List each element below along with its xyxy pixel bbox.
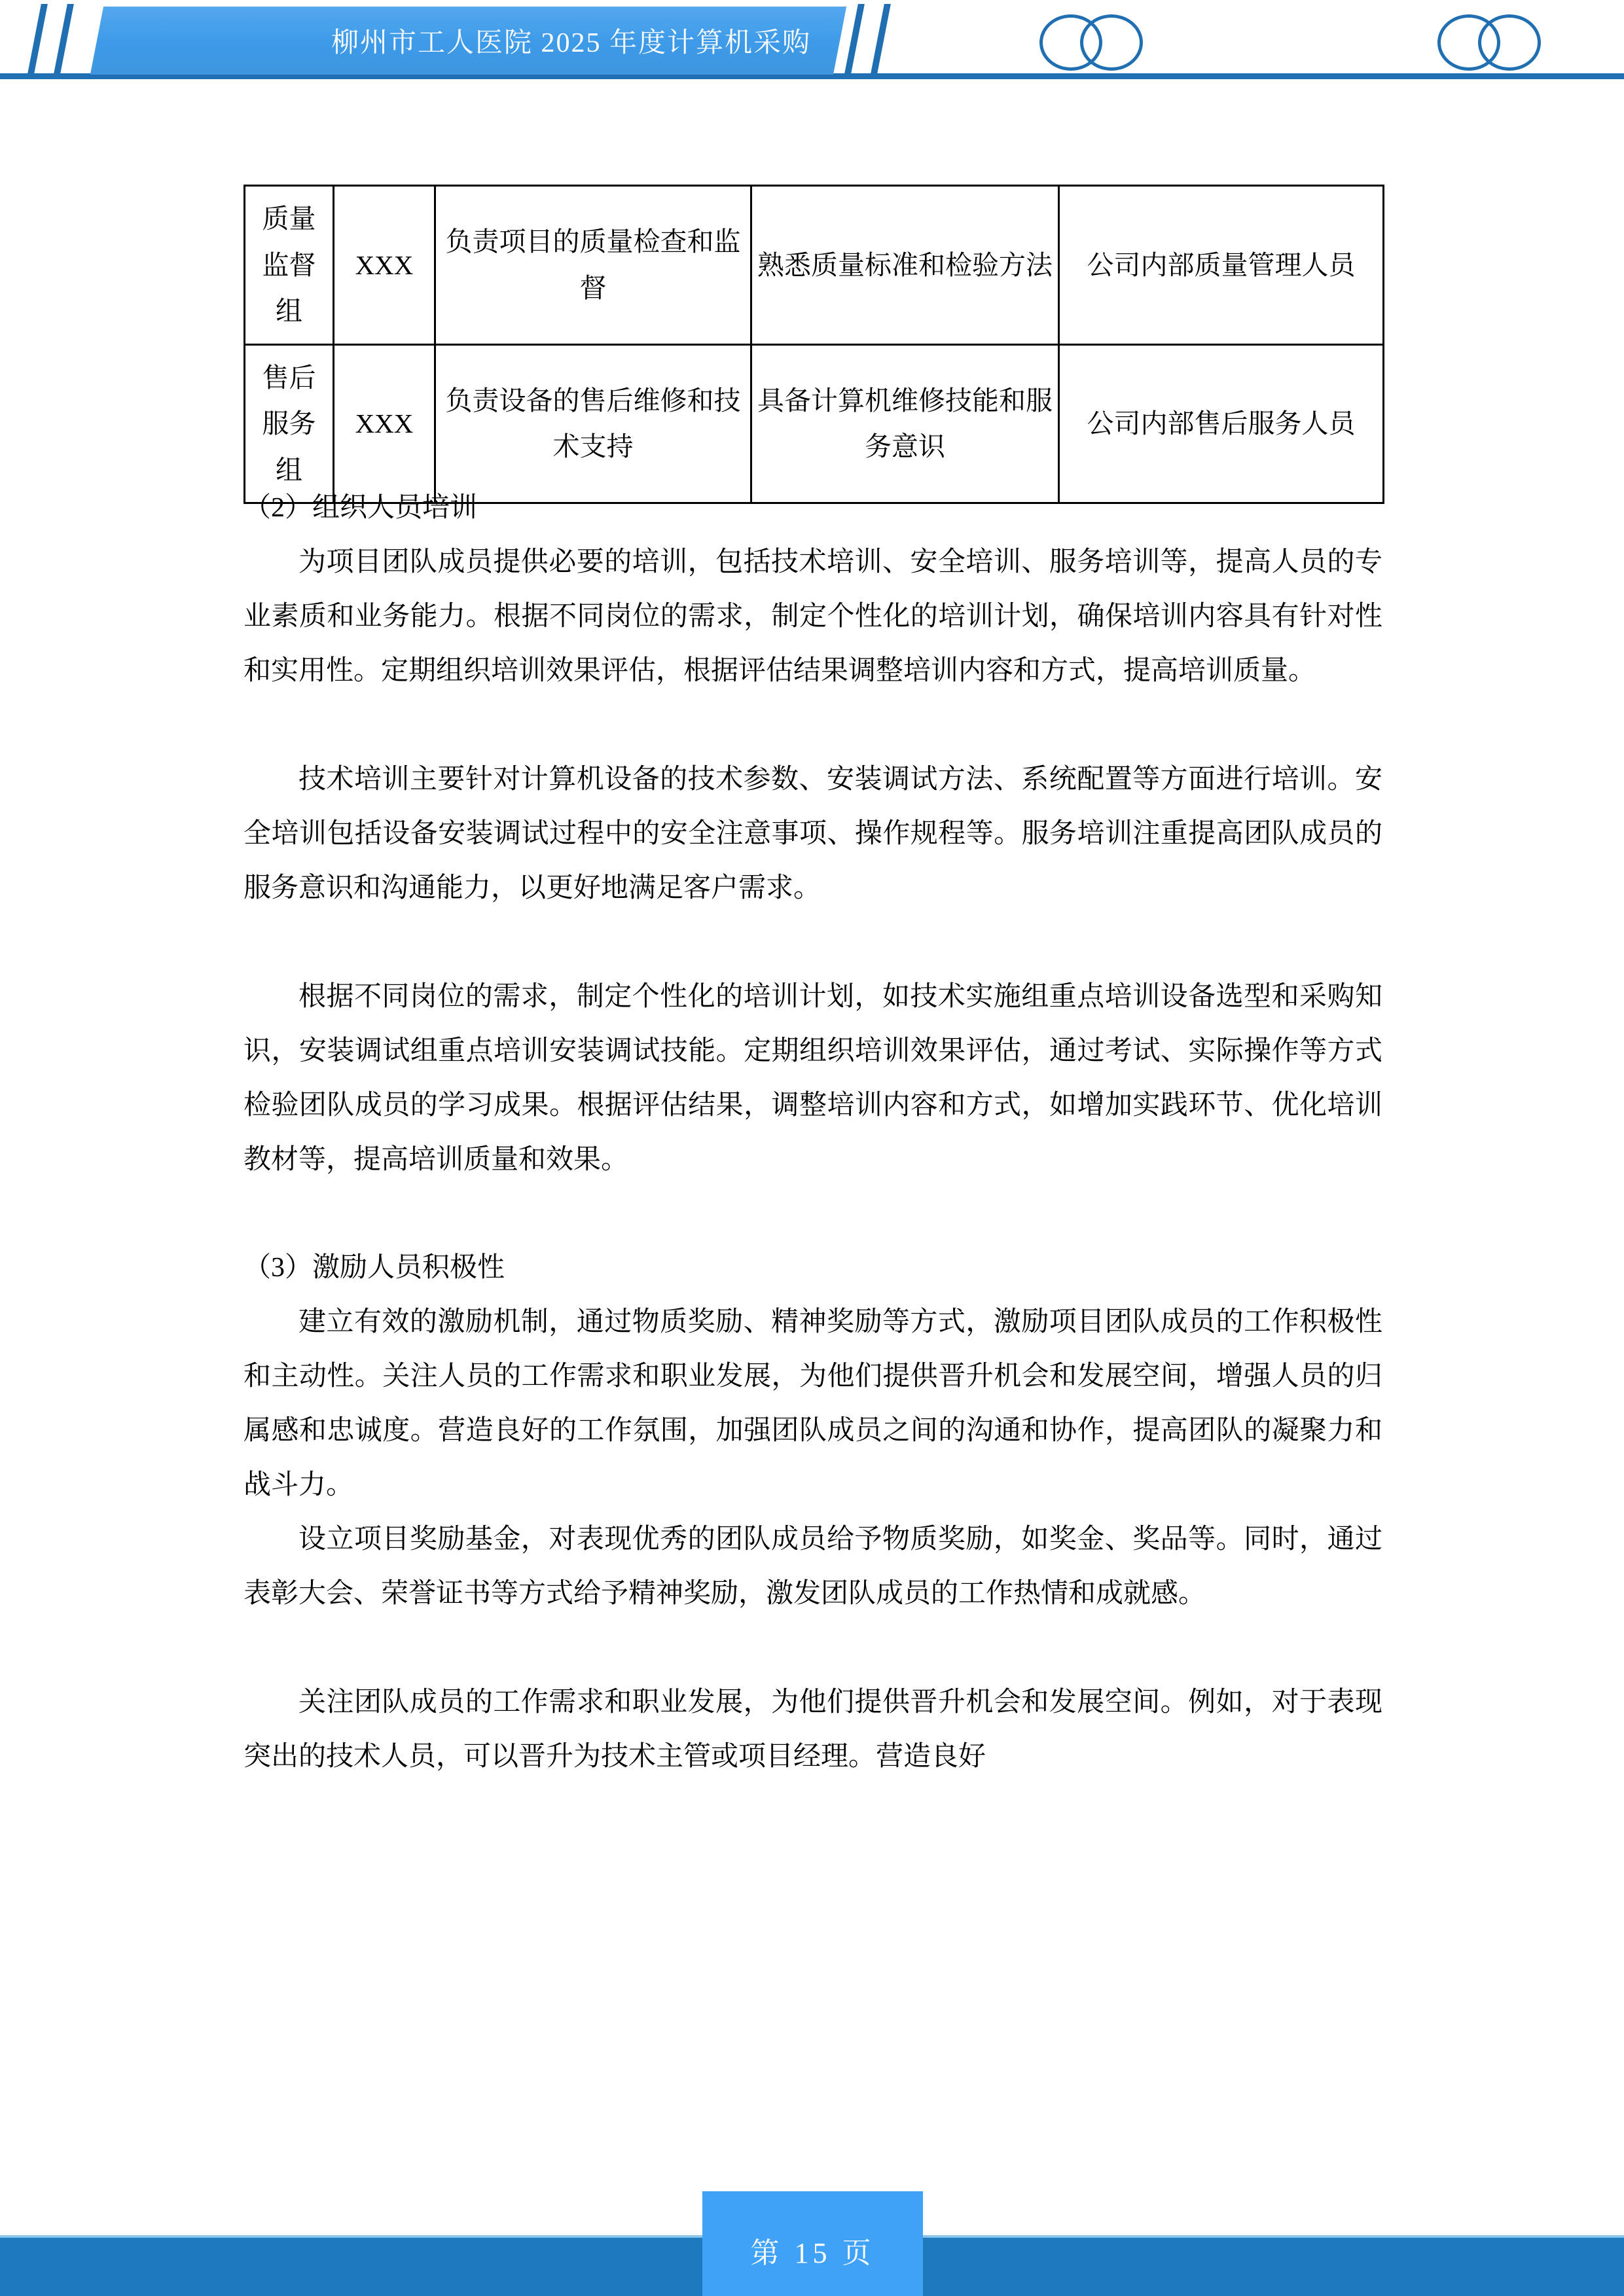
cell-source: 公司内部售后服务人员 bbox=[1059, 344, 1384, 503]
circle-icon bbox=[1478, 14, 1541, 71]
cell-duty: 负责设备的售后维修和技术支持 bbox=[435, 344, 751, 503]
table-row bbox=[245, 344, 1384, 503]
cell-group: 售后服务组 bbox=[245, 344, 334, 503]
page-number-label: 第 15 页 bbox=[750, 2237, 875, 2269]
double-circle-ornament-icon bbox=[1039, 14, 1161, 71]
circle-icon bbox=[1080, 14, 1143, 71]
section-2-paragraph-1: 为项目团队成员提供必要的培训，包括技术培训、安全培训、服务培训等，提高人员的专业素质和业务能力。根据不同岗位的需求，制定个性化的培训计划，确保培训内容具有针对性和实用性。定期组织培训效果评估，根据评估结果调整培训内容和方式，提高培训质量。 bbox=[244, 547, 1382, 687]
cell-requirement: 熟悉质量标准和检验方法 bbox=[751, 186, 1059, 345]
section-2-paragraph-2: 技术培训主要针对计算机设备的技术参数、安装调试方法、系统配置等方面进行培训。安全培训包括设备安装调试过程中的安全注意事项、操作规程等。服务培训注重提高团队成员的服务意识和沟通能力，以更好地满足客户需求。 bbox=[244, 764, 1382, 904]
header-slash-decoration bbox=[870, 4, 891, 77]
double-circle-ornament-icon bbox=[1437, 14, 1559, 71]
header-slash-decoration bbox=[844, 4, 865, 77]
header-slash-decoration bbox=[27, 4, 48, 77]
section-2-paragraph-3: 根据不同岗位的需求，制定个性化的培训计划，如技术实施组重点培训设备选型和采购知识，安装调试组重点培训安装调试技能。定期组织培训效果评估，通过考试、实际操作等方式检验团队成员的学习成果。根据评估结果，调整培训内容和方式，如增加实践环节、优化培训教材等，提高培训质量和效果。 bbox=[244, 982, 1382, 1175]
section-heading-2: （2）组织人员培训 bbox=[244, 493, 478, 523]
table-row bbox=[245, 186, 1384, 345]
header-title-wrap bbox=[97, 7, 840, 75]
section-heading-3: （3）激励人员积极性 bbox=[244, 1253, 505, 1283]
page-title: 柳州市工人医院 2025 年度计算机采购 bbox=[331, 28, 811, 58]
cell-requirement: 具备计算机维修技能和服务意识 bbox=[751, 344, 1059, 503]
cell-group: 质量监督组 bbox=[245, 186, 334, 345]
page-footer bbox=[0, 2235, 1624, 2296]
page-number-tab bbox=[702, 2191, 923, 2296]
section-3-paragraph-3: 关注团队成员的工作需求和职业发展，为他们提供晋升机会和发展空间。例如，对于表现突出的技术人员，可以晋升为技术主管或项目经理。营造良好 bbox=[244, 1687, 1382, 1772]
section-3-paragraph-2: 设立项目奖励基金，对表现优秀的团队成员给予物质奖励，如奖金、奖品等。同时，通过表彰大会、荣誉证书等方式给予精神奖励，激发团队成员的工作热情和成就感。 bbox=[244, 1524, 1382, 1609]
cell-owner: XXX bbox=[334, 344, 435, 503]
header-slash-decoration bbox=[53, 4, 74, 77]
project-team-table bbox=[244, 185, 1384, 504]
page-header bbox=[0, 0, 1624, 85]
cell-duty: 负责项目的质量检查和监督 bbox=[435, 186, 751, 345]
section-3-paragraph-1: 建立有效的激励机制，通过物质奖励、精神奖励等方式，激励项目团队成员的工作积极性和主动性。关注人员的工作需求和职业发展，为他们提供晋升机会和发展空间，增强人员的归属感和忠诚度。营造良好的工作氛围，加强团队成员之间的沟通和协作，提高团队的凝聚力和战斗力。 bbox=[244, 1307, 1382, 1501]
cell-owner: XXX bbox=[334, 186, 435, 345]
cell-source: 公司内部质量管理人员 bbox=[1059, 186, 1384, 345]
